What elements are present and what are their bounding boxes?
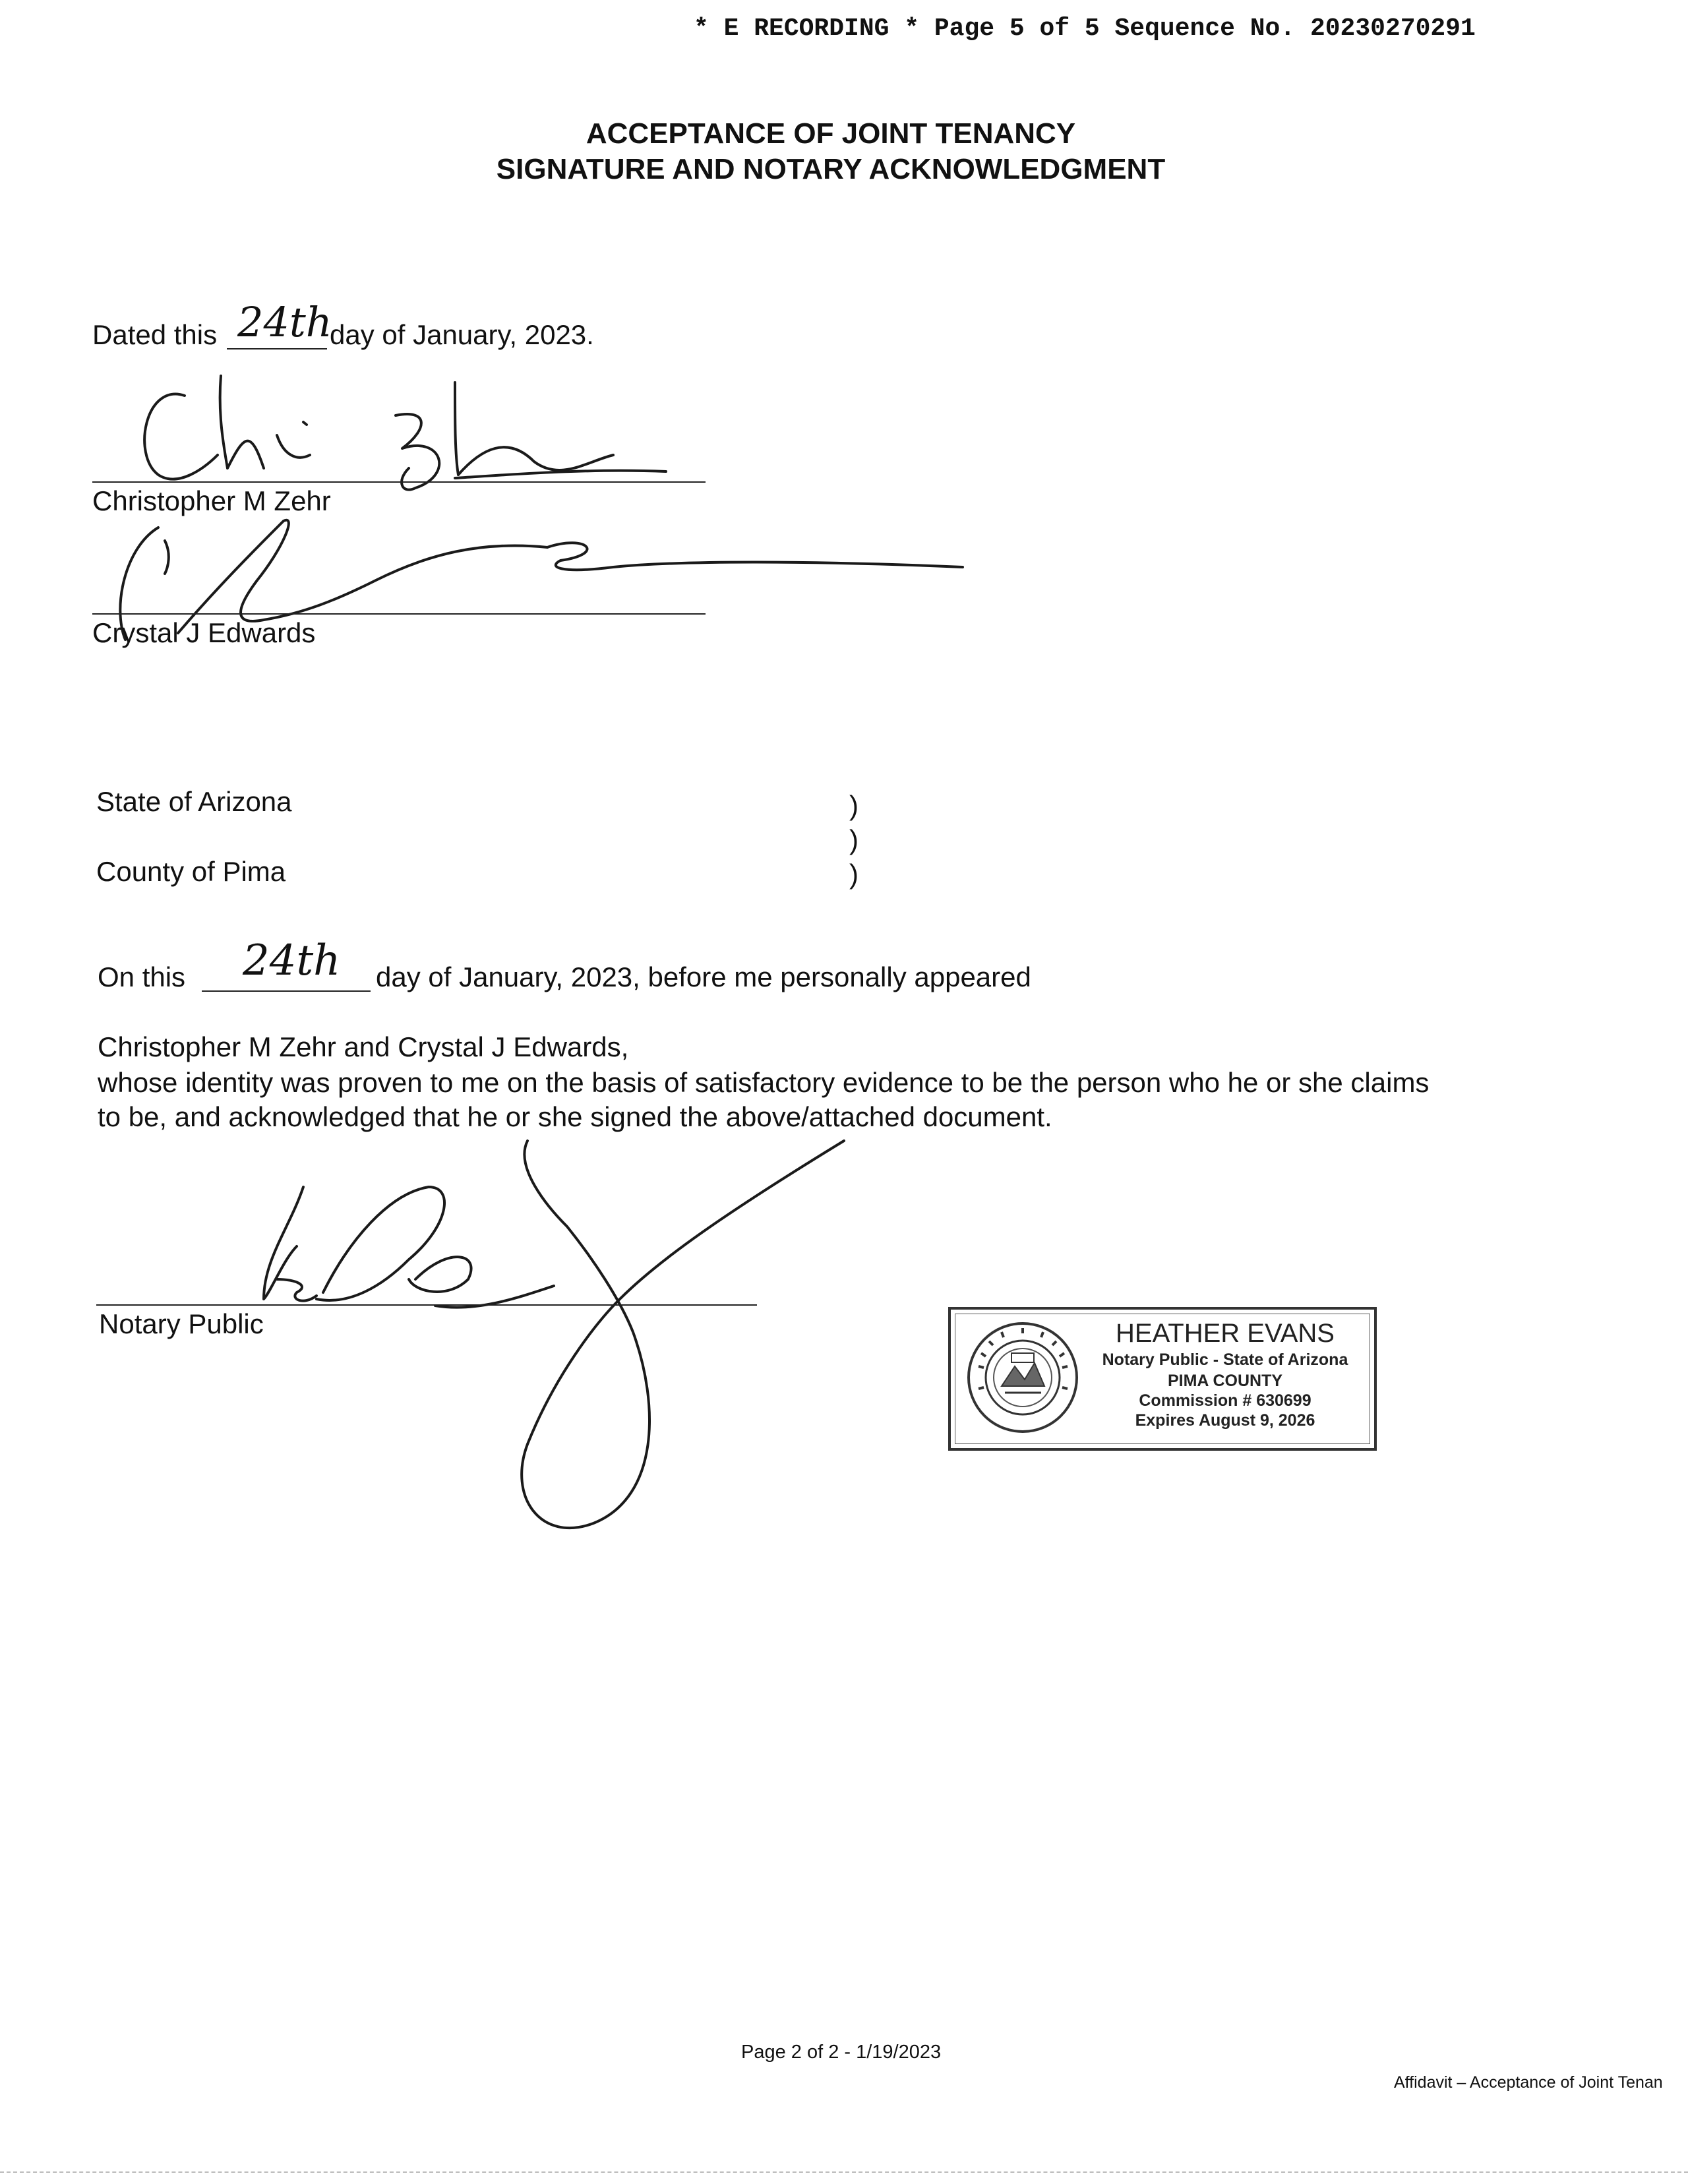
ack-suffix: day of January, 2023, before me personally appeared: [376, 961, 1031, 992]
recording-header: * E RECORDING * Page 5 of 5 Sequence No. 20230270291: [694, 15, 1476, 43]
venue-county: County of Pima: [96, 856, 286, 887]
stamp-notary-name: HEATHER EVANS: [1116, 1319, 1335, 1348]
ack-prefix: On this: [98, 961, 186, 992]
document-title: ACCEPTANCE OF JOINT TENANCY: [586, 117, 1076, 150]
dated-prefix: Dated this: [92, 319, 218, 350]
ack-names: Christopher M Zehr and Crystal J Edwards,: [98, 1031, 629, 1062]
dated-day-handwritten: 24th: [237, 298, 332, 346]
dated-day-line: [227, 348, 327, 349]
signer-name-2: Crystal J Edwards: [92, 617, 316, 648]
signer-name-1: Christopher M Zehr: [92, 485, 331, 516]
venue-paren-2: ): [849, 824, 859, 855]
signature-line-2: [92, 613, 706, 615]
scan-edge-line: [0, 2171, 1688, 2173]
ack-text-line-1: whose identity was proven to me on the basis of satisfactory evidence to be the person who he or she claims: [98, 1067, 1430, 1098]
venue-paren-1: ): [849, 790, 859, 821]
signature-christopher-zehr: [86, 356, 719, 501]
notary-stamp: [948, 1307, 1377, 1451]
ack-text-line-2: to be, and acknowledged that he or she signed the above/attached document.: [98, 1101, 1052, 1132]
footer-document-name: Affidavit – Acceptance of Joint Tenan: [1394, 2073, 1663, 2092]
dated-suffix: day of January, 2023.: [330, 319, 594, 350]
stamp-line-3: Commission # 630699: [1139, 1391, 1311, 1410]
venue-state: State of Arizona: [96, 786, 292, 817]
arizona-seal-icon: [965, 1320, 1080, 1435]
signature-line-1: [92, 481, 706, 483]
stamp-line-2: PIMA COUNTY: [1167, 1372, 1283, 1390]
stamp-line-4: Expires August 9, 2026: [1135, 1411, 1315, 1430]
notary-signature-line: [96, 1304, 757, 1306]
stamp-line-1: Notary Public - State of Arizona: [1102, 1350, 1348, 1369]
venue-paren-3: ): [849, 859, 859, 890]
ack-day-handwritten: 24th: [243, 936, 341, 985]
notary-label: Notary Public: [99, 1308, 264, 1339]
signature-notary: [198, 1128, 870, 1550]
footer-page-number: Page 2 of 2 - 1/19/2023: [741, 2042, 942, 2063]
document-subtitle: SIGNATURE AND NOTARY ACKNOWLEDGMENT: [496, 153, 1166, 185]
ack-day-line: [202, 990, 371, 992]
